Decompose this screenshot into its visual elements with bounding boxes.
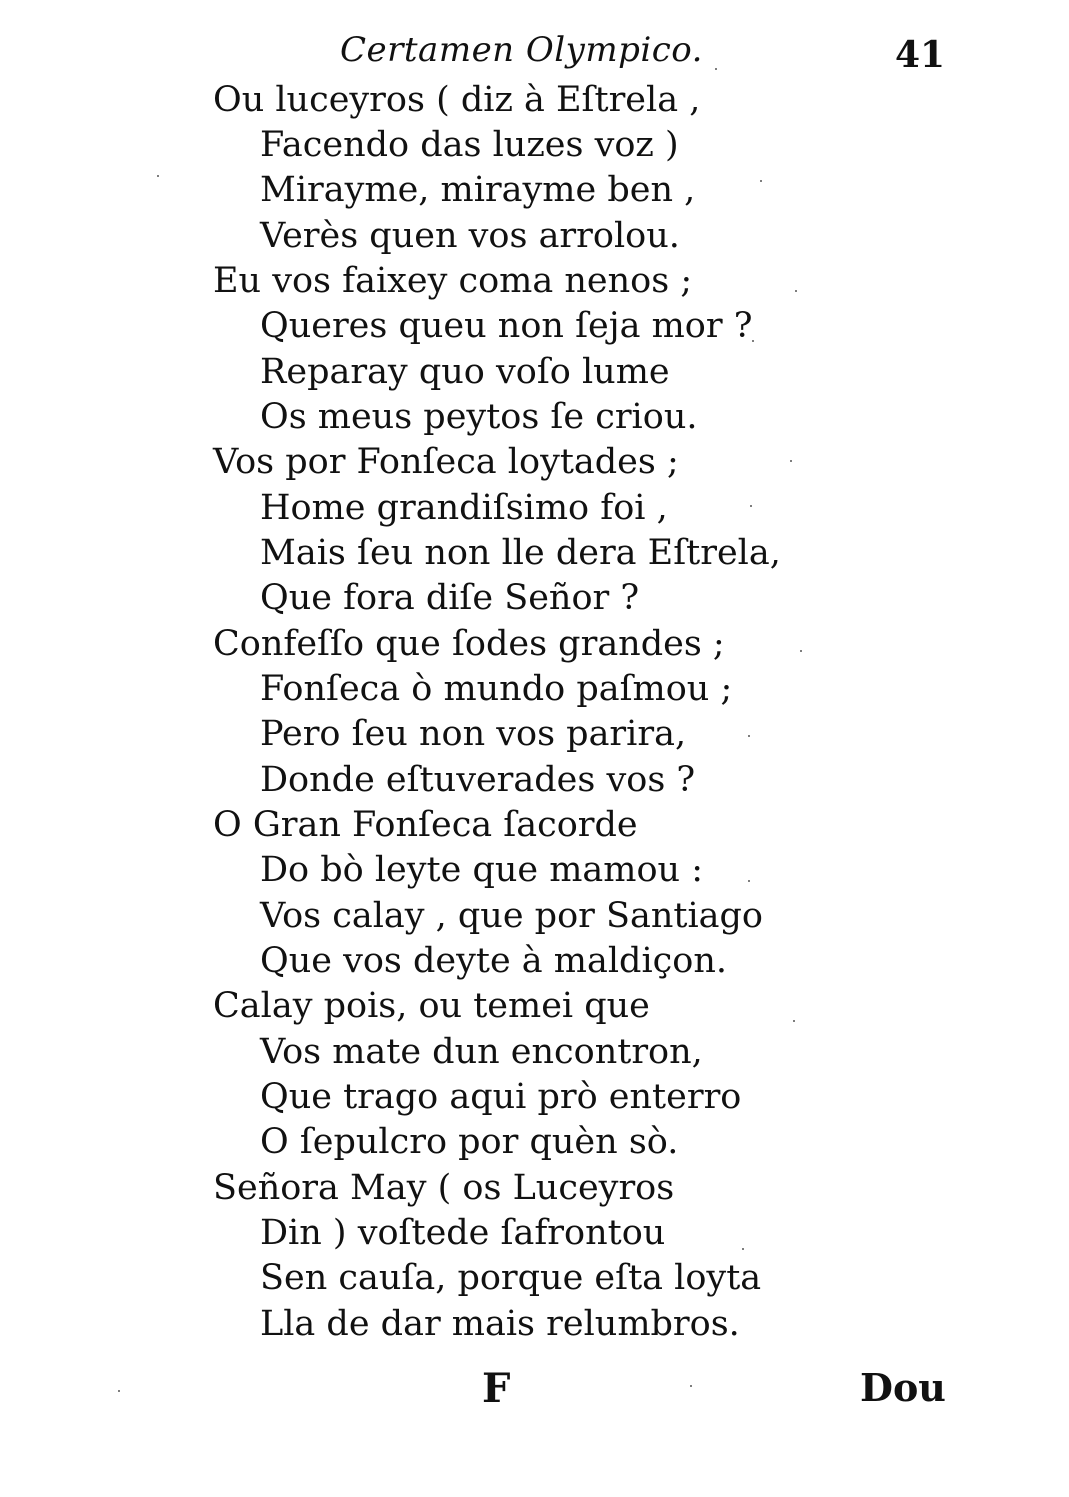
- scan-speck: [800, 650, 802, 652]
- scan-speck: [752, 340, 754, 342]
- verse-line: Vos calay , que por Santiago: [260, 896, 764, 936]
- scan-speck: [157, 175, 159, 177]
- page-number: 41: [895, 34, 946, 76]
- verse-line: Os meus peytos ſe criou.: [260, 397, 698, 437]
- verse-line: Pero ſeu non vos parira,: [260, 714, 687, 754]
- scan-speck: [790, 460, 792, 462]
- verse-line: Eu vos faixey coma nenos ;: [213, 261, 693, 301]
- verse-line: O Gran Fonſeca ſacorde: [213, 805, 638, 845]
- verse-line: Queres queu non ſeja mor ?: [260, 306, 753, 346]
- scan-speck: [750, 505, 752, 507]
- scan-speck: [793, 1020, 795, 1022]
- verse-line: Verès quen vos arrolou.: [260, 216, 680, 256]
- verse-line: Do bò leyte que mamou :: [260, 850, 704, 890]
- verse-line: Lla de dar mais relumbros.: [260, 1304, 740, 1344]
- scan-speck: [748, 735, 750, 737]
- scan-speck: [760, 180, 762, 182]
- scan-speck: [748, 880, 750, 882]
- verse-line: Vos por Fonſeca loytades ;: [213, 442, 679, 482]
- verse-line: Fonſeca ò mundo paſmou ;: [260, 669, 733, 709]
- verse-line: Que fora diſe Señor ?: [260, 578, 640, 618]
- verse-line: Home grandiſsimo foi ,: [260, 488, 668, 528]
- verse-line: Confeſſo que ſodes grandes ;: [213, 624, 725, 664]
- verse-line: Ou luceyros ( diz à Eſtrela ,: [213, 80, 701, 120]
- catchword: Dou: [860, 1365, 946, 1410]
- running-title: Certamen Olympico.: [340, 30, 703, 70]
- verse-line: Mais ſeu non lle dera Eſtrela,: [260, 533, 781, 573]
- signature-mark: F: [482, 1365, 511, 1412]
- scan-speck: [715, 68, 717, 70]
- verse-line: Que trago aqui prò enterro: [260, 1077, 742, 1117]
- scan-speck: [742, 1248, 744, 1250]
- verse-line: Donde eſtuverades vos ?: [260, 760, 696, 800]
- verse-line: Calay pois, ou temei que: [213, 986, 650, 1026]
- verse-line: O ſepulcro por quèn sò.: [260, 1122, 679, 1162]
- verse-line: Facendo das luzes voz ): [260, 125, 679, 165]
- verse-line: Reparay quo voſo lume: [260, 352, 670, 392]
- verse-line: Que vos deyte à maldiçon.: [260, 941, 727, 981]
- scan-speck: [118, 1390, 120, 1392]
- verse-line: Vos mate dun encontron,: [260, 1032, 703, 1072]
- scan-speck: [795, 290, 797, 292]
- verse-line: Din ) voſtede ſafrontou: [260, 1213, 666, 1253]
- verse-line: Sen cauſa, porque eſta loyta: [260, 1258, 762, 1298]
- verse-line: Señora May ( os Luceyros: [213, 1168, 675, 1208]
- verse-line: Mirayme, mirayme ben ,: [260, 170, 696, 210]
- scan-speck: [690, 1385, 692, 1387]
